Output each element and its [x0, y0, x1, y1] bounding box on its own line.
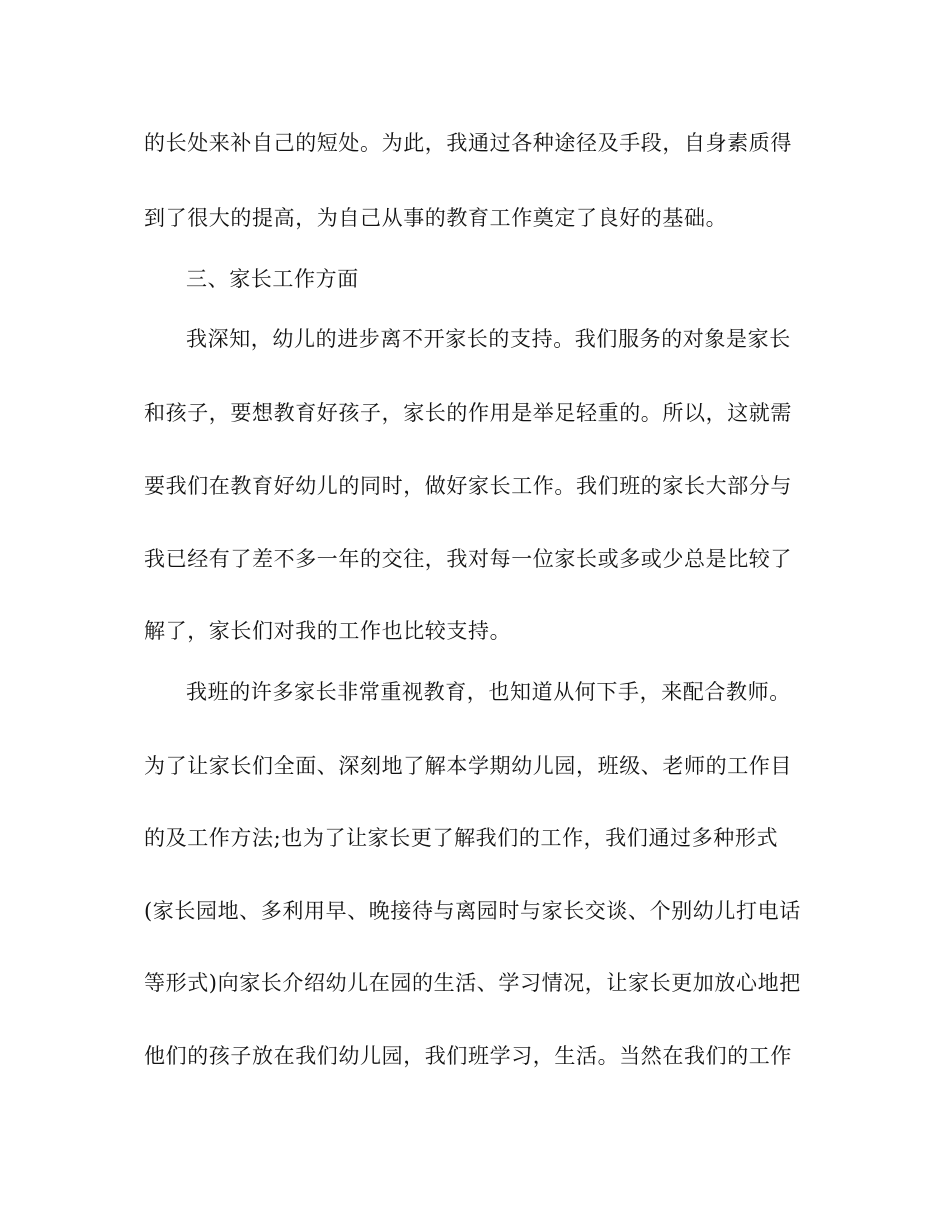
paragraph-first-line: 我班的许多家长非常重视教育，也知道从何下手，来配合教师。: [186, 680, 791, 704]
text-line: 的及工作方法;也为了让家长更了解我们的工作，我们通过多种形式: [144, 826, 779, 850]
section-heading: 三、家长工作方面: [186, 267, 359, 291]
text-line: 为了让家长们全面、深刻地了解本学期幼儿园，班级、老师的工作目: [144, 754, 792, 778]
text-line: 到了很大的提高，为自己从事的教育工作奠定了良好的基础。: [144, 206, 728, 230]
text-line: 解了，家长们对我的工作也比较支持。: [144, 619, 512, 643]
text-line: 等形式)向家长介绍幼儿在园的生活、学习情况，让家长更加放心地把: [144, 971, 801, 995]
paragraph-first-line: 我深知，幼儿的进步离不开家长的支持。我们服务的对象是家长: [186, 327, 791, 351]
text-line: 要我们在教育好幼儿的同时，做好家长工作。我们班的家长大部分与: [144, 474, 792, 498]
text-line: (家长园地、多利用早、晚接待与离园时与家长交谈、个别幼儿打电话: [144, 899, 801, 923]
text-line: 和孩子，要想教育好孩子，家长的作用是举足轻重的。所以，这就需: [144, 401, 792, 425]
text-line: 他们的孩子放在我们幼儿园，我们班学习，生活。当然在我们的工作: [144, 1044, 792, 1068]
text-line: 的长处来补自己的短处。为此，我通过各种途径及手段，自身素质得: [144, 131, 792, 155]
text-line: 我已经有了差不多一年的交往，我对每一位家长或多或少总是比较了: [144, 547, 792, 571]
